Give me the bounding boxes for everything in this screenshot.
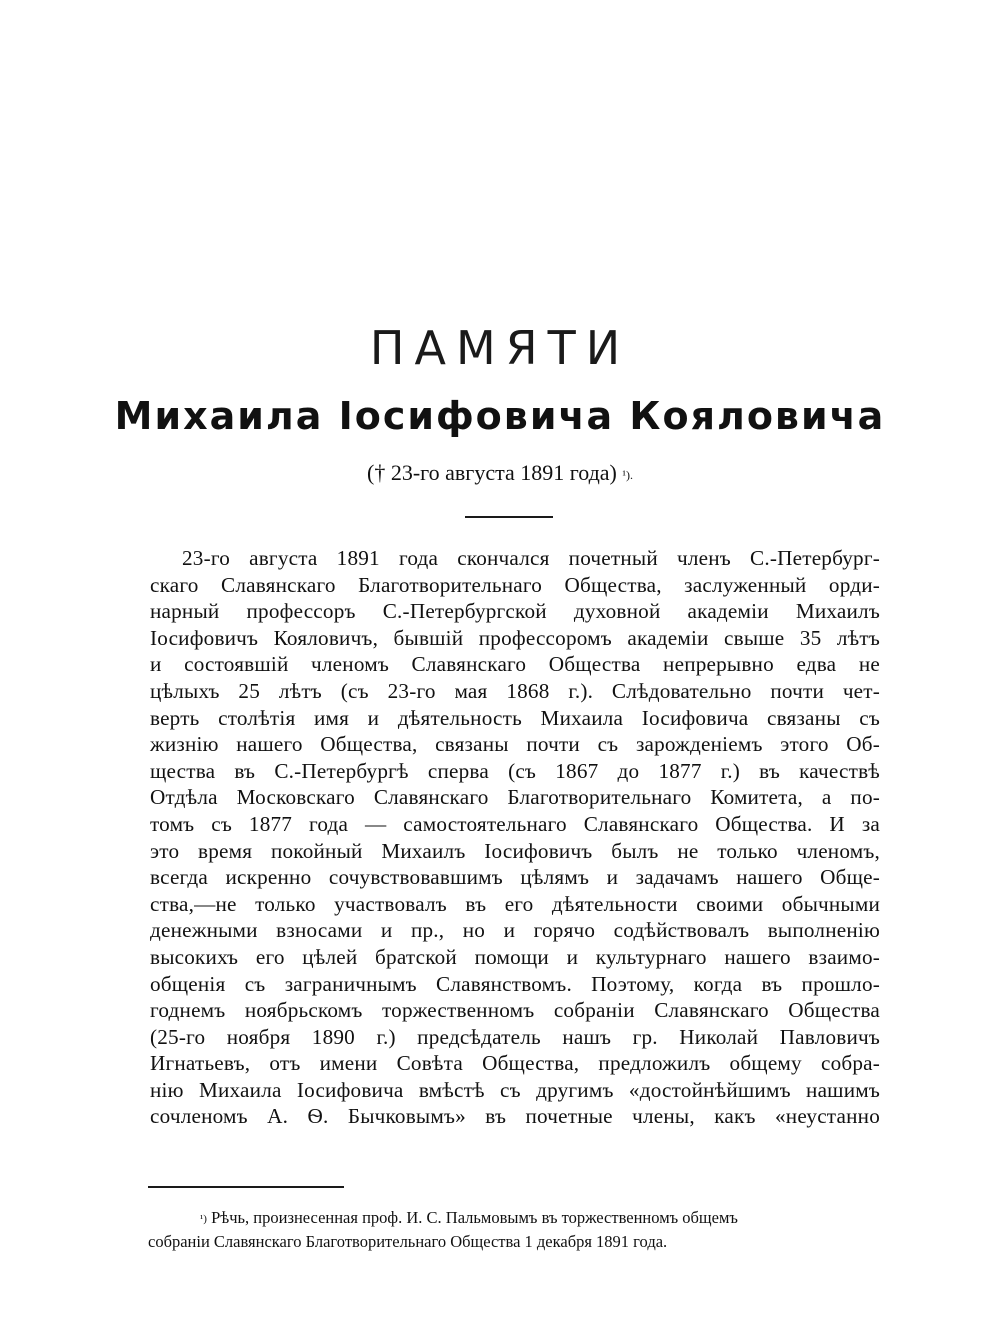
body-line: ства,—не только участвовалъ въ его дѣятельности своими обычными bbox=[150, 891, 880, 916]
death-date-subtitle bbox=[0, 455, 1000, 491]
body-line: щества въ С.-Петербургѣ сперва (съ 1867 до 1877 г.) въ качествѣ bbox=[150, 758, 880, 783]
footnote-text-1: Рѣчь, произнесенная проф. И. С. Пальмовымъ въ торжественномъ общемъ bbox=[211, 1208, 738, 1227]
footnote-line-1 bbox=[148, 1206, 880, 1230]
body-line: Игнатьевъ, отъ имени Совѣта Общества, предложилъ общему собра- bbox=[150, 1051, 880, 1076]
subtitle-text: († 23-го августа 1891 года) bbox=[367, 460, 617, 485]
footnote-line-2: собраніи Славянскаго Благотворительнаго Общества 1 декабря 1891 года. bbox=[148, 1232, 668, 1251]
memorial-name: Михаила Іосифовича Кояловича bbox=[114, 394, 886, 438]
body-text bbox=[150, 545, 880, 1130]
subtitle-footnote-mark: ¹). bbox=[622, 468, 633, 482]
body-line: (25-го ноября 1890 г.) предсѣдатель нашъ гр. Николай Павловичъ bbox=[150, 1024, 880, 1049]
body-line: жизнію нашего Общества, связаны почти съ зарожденіемъ этого Об- bbox=[150, 732, 880, 757]
page-heading: ПАМЯТИ bbox=[369, 321, 631, 375]
body-line: общенія съ заграничнымъ Славянствомъ. Поэтому, когда въ прошло- bbox=[150, 971, 880, 996]
footnote-mark: ¹) bbox=[200, 1213, 207, 1225]
footnote bbox=[148, 1206, 880, 1254]
body-line: высокихъ его цѣлей братской помощи и культурнаго нашего взаимо- bbox=[150, 944, 880, 969]
body-line: годнемъ ноябрьскомъ торжественномъ собраніи Славянскаго Общества bbox=[150, 998, 880, 1023]
body-line: всегда искренно сочувствовавшимъ цѣлямъ и задачамъ нашего Обще- bbox=[150, 865, 880, 890]
footnote-divider bbox=[148, 1186, 344, 1188]
body-line: денежными взносами и пр., но и горячо содѣйствовалъ выполненію bbox=[150, 918, 880, 943]
body-line: 23-го августа 1891 года скончался почетный членъ С.-Петербург- bbox=[182, 546, 880, 570]
body-line: это время покойный Михаилъ Іосифовичъ былъ не только членомъ, bbox=[150, 838, 880, 863]
body-line: нарный профессоръ С.-Петербургской духовной академіи Михаилъ bbox=[150, 599, 880, 624]
body-line: сочленомъ А. Ѳ. Бычковымъ» въ почетные члены, какъ «неустанно bbox=[150, 1104, 880, 1129]
body-line: верть столѣтія имя и дѣятельность Михаила Іосифовича связаны съ bbox=[150, 705, 880, 730]
title-divider bbox=[465, 516, 553, 518]
body-line: Іосифовичъ Кояловичъ, бывшій профессоромъ академіи свыше 35 лѣтъ bbox=[150, 625, 880, 650]
body-line: и состоявшій членомъ Славянскаго Общества непрерывно едва не bbox=[150, 652, 880, 677]
body-line: скаго Славянскаго Благотворительнаго Общества, заслуженный орди- bbox=[150, 572, 880, 597]
body-line: Отдѣла Московскаго Славянскаго Благотворительнаго Комитета, а по- bbox=[150, 785, 880, 810]
body-line: цѣлыхъ 25 лѣтъ (съ 23-го мая 1868 г.). Слѣдовательно почти чет- bbox=[150, 678, 880, 703]
body-line: нію Михаила Іосифовича вмѣстѣ съ другимъ «достойнѣйшимъ нашимъ bbox=[150, 1077, 880, 1102]
body-line: томъ съ 1877 года — самостоятельнаго Славянскаго Общества. И за bbox=[150, 811, 880, 836]
